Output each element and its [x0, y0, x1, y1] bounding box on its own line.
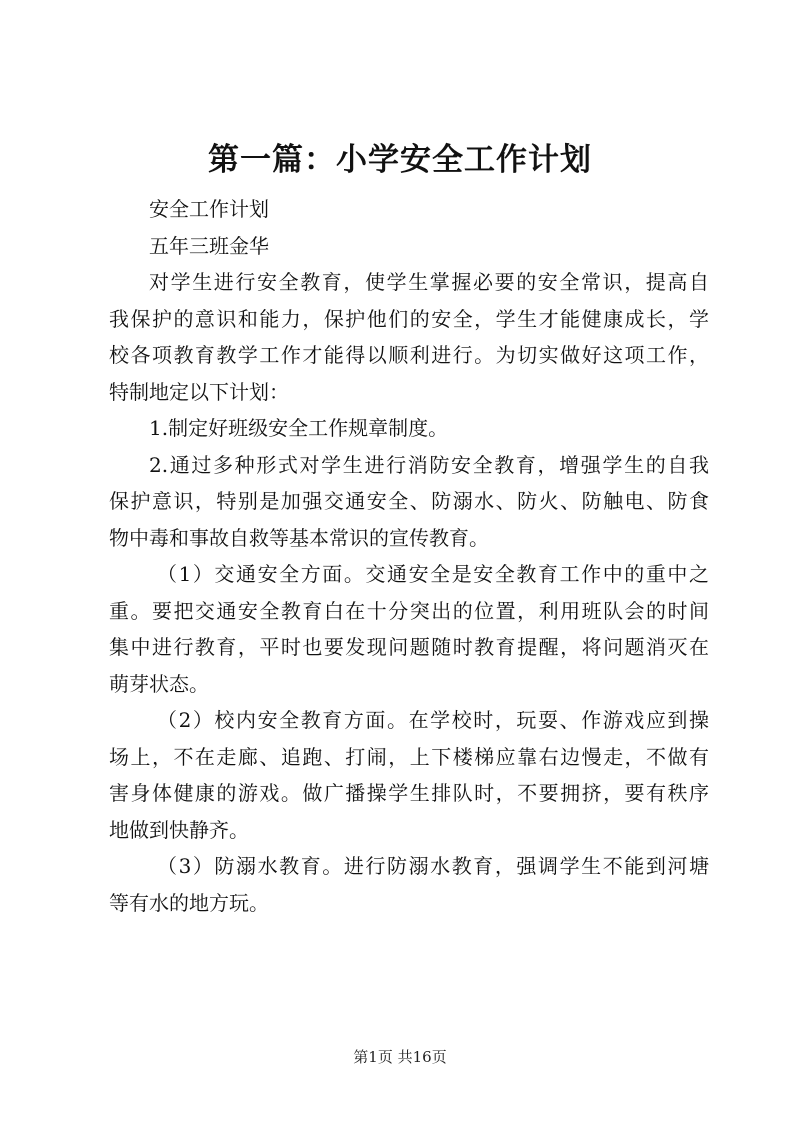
paragraph-line: 重。要把交通安全教育白在十分突出的位置，利用班队会的时间 — [109, 598, 709, 623]
paragraph-line: 等有水的地方玩。 — [109, 890, 269, 915]
paragraph-line: 萌芽状态。 — [109, 671, 209, 696]
paragraph-line: 我保护的意识和能力，保护他们的安全，学生才能健康成长，学 — [109, 306, 709, 331]
page-footer: 第1页 共16页 — [353, 1048, 447, 1066]
paragraph-line: 集中进行教育，平时也要发现问题随时教育提醒，将问题消灭在 — [109, 635, 709, 659]
paragraph-line: （2）校内安全教育方面。在学校时，玩耍、作游戏应到操 — [157, 708, 709, 732]
paragraph-line: 校各项教育教学工作才能得以顺利进行。为切实做好这项工作， — [109, 343, 709, 367]
paragraph-line: 物中毒和事故自救等基本常识的宣传教育。 — [109, 525, 489, 550]
document-body — [109, 191, 709, 921]
paragraph-line: 地做到快静齐。 — [109, 817, 249, 842]
paragraph-line: 五年三班金华 — [149, 233, 269, 258]
paragraph-line: 2.通过多种形式对学生进行消防安全教育，增强学生的自我 — [149, 452, 709, 477]
paragraph-line: 场上，不在走廊、追跑、打闹，上下楼梯应靠右边慢走，不做有 — [109, 744, 709, 769]
paragraph-line: 对学生进行安全教育，使学生掌握必要的安全常识，提高自 — [149, 270, 709, 294]
paragraph-line: 保护意识，特别是加强交通安全、防溺水、防火、防触电、防食 — [109, 489, 709, 513]
paragraph-line: 1.制定好班级安全工作规章制度。 — [149, 416, 449, 440]
page-title: 第一篇：小学安全工作计划 — [208, 142, 592, 178]
paragraph-line: 安全工作计划 — [149, 197, 269, 221]
paragraph-line: 特制地定以下计划： — [109, 379, 289, 404]
paragraph-line: （1）交通安全方面。交通安全是安全教育工作中的重中之 — [157, 562, 709, 586]
paragraph-line: 害身体健康的游戏。做广播操学生排队时，不要拥挤，要有秩序 — [109, 781, 709, 805]
paragraph-line: （3）防溺水教育。进行防溺水教育，强调学生不能到河塘 — [157, 854, 709, 878]
